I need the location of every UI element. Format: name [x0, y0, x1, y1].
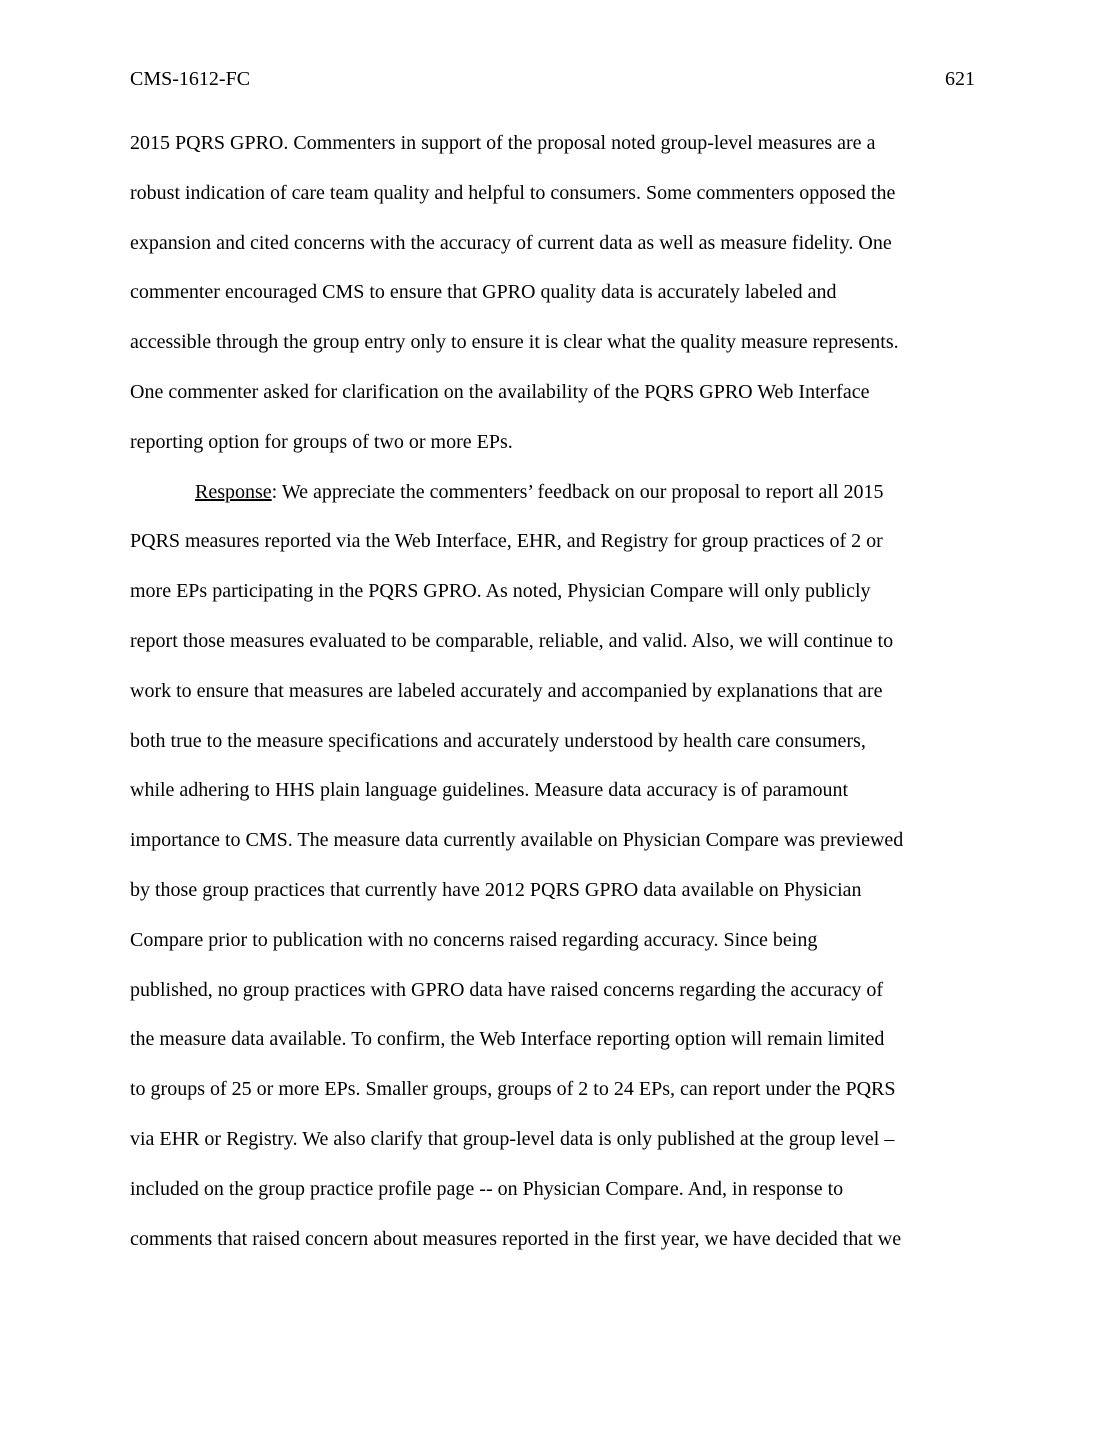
text-line: accessible through the group entry only to ensure it is clear what the quality measure represents.	[130, 331, 899, 354]
text-line: via EHR or Registry. We also clarify that group-level data is only published at the group level –	[130, 1127, 895, 1150]
text-line: expansion and cited concerns with the accuracy of current data as well as measure fidelity. One	[130, 231, 892, 254]
text-line: report those measures evaluated to be comparable, reliable, and valid. Also, we will continue to	[130, 629, 894, 652]
text-line: work to ensure that measures are labeled accurately and accompanied by explanations that are	[130, 679, 883, 702]
text-line: by those group practices that currently have 2012 PQRS GPRO data available on Physician	[130, 878, 862, 901]
body-text	[130, 129, 990, 1274]
text-line: the measure data available. To confirm, the Web Interface reporting option will remain limited	[130, 1028, 885, 1051]
text-line: One commenter asked for clarification on the availability of the PQRS GPRO Web Interface	[130, 380, 870, 403]
text-line: published, no group practices with GPRO data have raised concerns regarding the accuracy of	[130, 978, 884, 1001]
response-first-line	[130, 478, 990, 528]
response-label: Response	[195, 480, 272, 503]
text-line: 2015 PQRS GPRO. Commenters in support of the proposal noted group-level measures are a	[130, 132, 876, 154]
text-line: included on the group practice profile page -- on Physician Compare. And, in response to	[130, 1177, 844, 1200]
text-line: PQRS measures reported via the Web Interface, EHR, and Registry for group practices of 2 or	[130, 530, 883, 553]
text-line: reporting option for groups of two or more EPs.	[130, 430, 513, 453]
text-line: more EPs participating in the PQRS GPRO. As noted, Physician Compare will only publicly	[130, 580, 871, 603]
text-line: comments that raised concern about measures reported in the first year, we have decided that we	[130, 1227, 902, 1250]
page-number: 621	[945, 68, 975, 90]
text-line: importance to CMS. The measure data currently available on Physician Compare was previewed	[130, 829, 904, 852]
text-line: robust indication of care team quality and helpful to consumers. Some commenters opposed the	[130, 181, 896, 204]
text-line: while adhering to HHS plain language guidelines. Measure data accuracy is of paramount	[130, 779, 849, 802]
text-line: both true to the measure specifications and accurately understood by health care consumers,	[130, 729, 866, 752]
text-line: to groups of 25 or more EPs. Smaller groups, groups of 2 to 24 EPs, can report under the PQRS	[130, 1078, 896, 1101]
document-id: CMS-1612-FC	[130, 68, 251, 90]
text-line: commenter encouraged CMS to ensure that GPRO quality data is accurately labeled and	[130, 281, 837, 304]
response-first-line-text: : We appreciate the commenters’ feedback on our proposal to report all 2015	[271, 480, 884, 503]
text-line: Compare prior to publication with no concerns raised regarding accuracy. Since being	[130, 928, 818, 951]
